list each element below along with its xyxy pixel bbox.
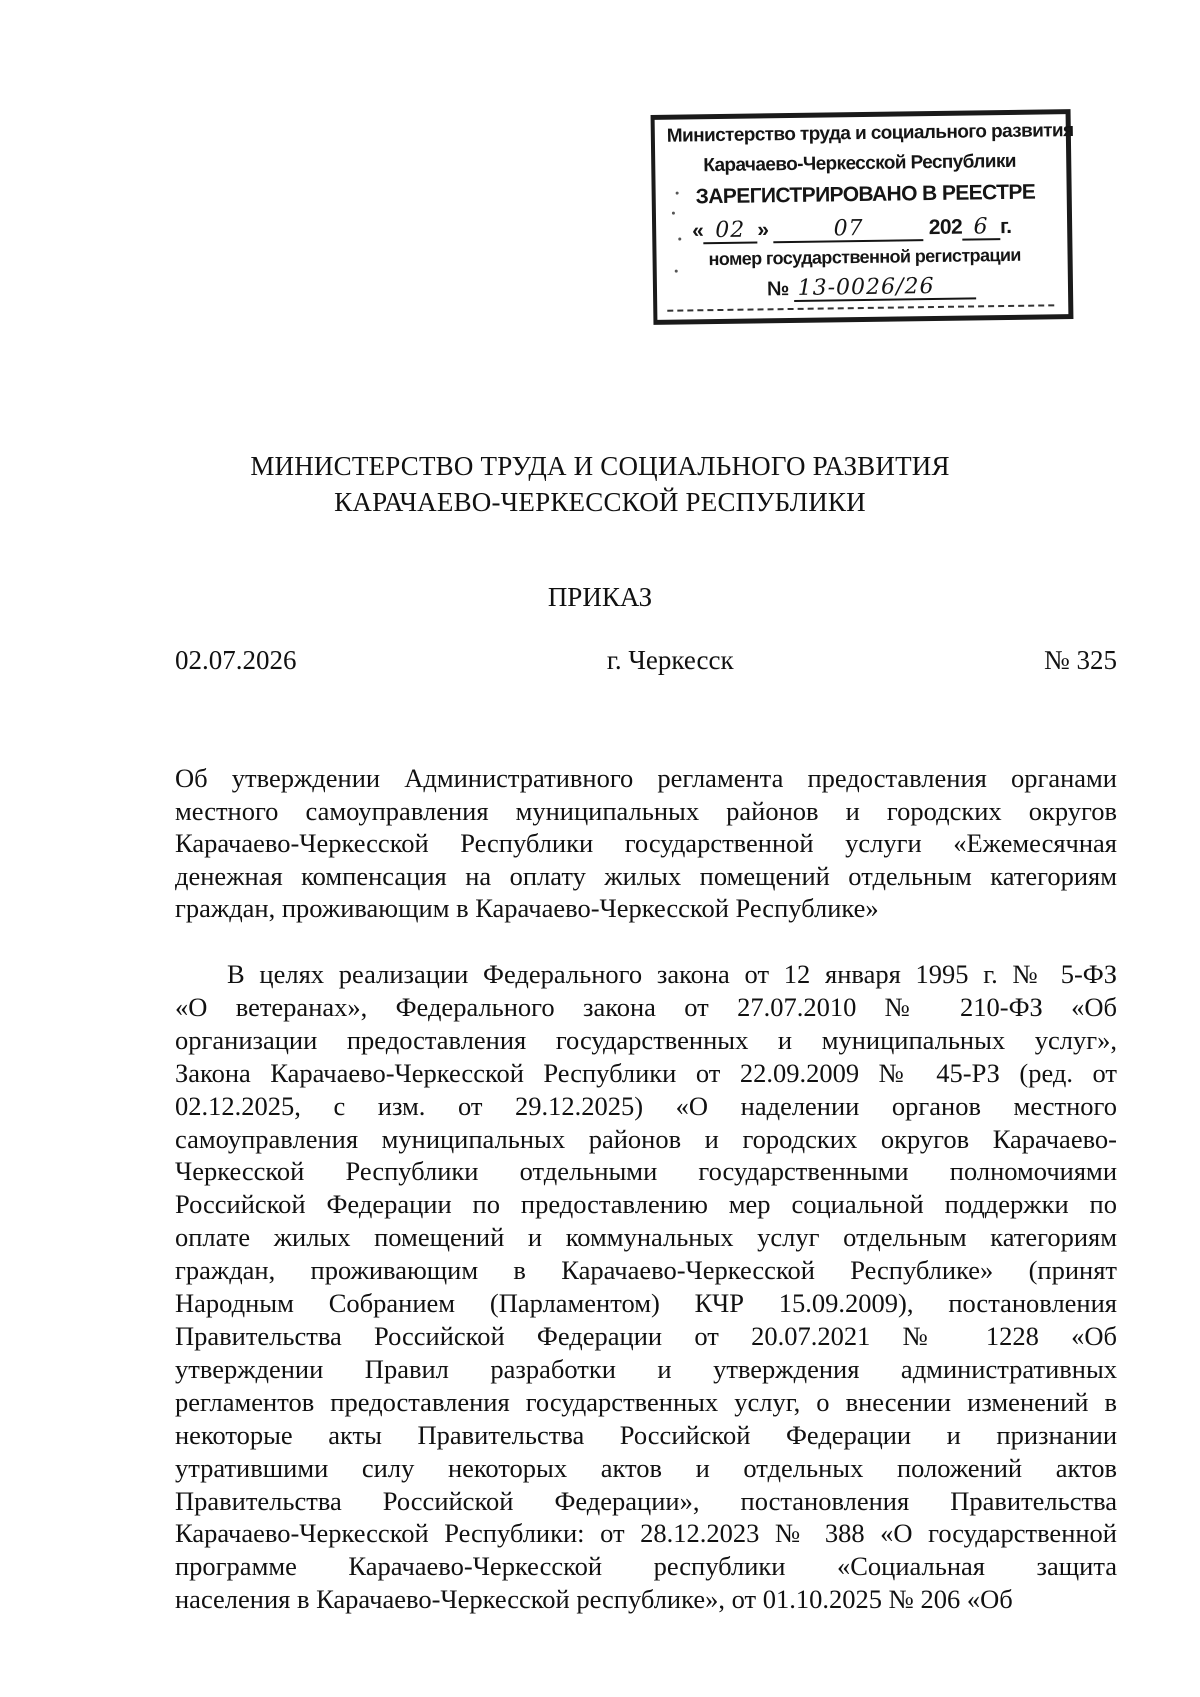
stamp-year-prefix: 202	[928, 215, 963, 240]
order-preamble	[175, 958, 1117, 1616]
registration-stamp	[651, 109, 1074, 325]
document-number: № 325	[1043, 645, 1117, 675]
document-type-title: ПРИКАЗ	[547, 582, 653, 612]
stamp-year-unit: г.	[999, 214, 1012, 239]
order-subject	[175, 762, 1117, 925]
preamble-line: регламентов предоставления государственных услуг, о внесении изменений в	[175, 1386, 1117, 1417]
stamp-republic-line: Карачаево-Черкесской Республики	[703, 150, 1017, 177]
preamble-line: самоуправления муниципальных районов и городских округов Карачаево-	[175, 1123, 1117, 1154]
stamp-speck	[678, 238, 681, 241]
preamble-line: Закона Карачаево-Черкесской Республики от 22.09.2009 № 45-РЗ (ред. от	[175, 1057, 1117, 1088]
stamp-quote-close: »	[757, 218, 769, 242]
stamp-handwritten-day: 02	[703, 219, 757, 244]
stamp-registered-line: ЗАРЕГИСТРИРОВАНО В РЕЕСТРЕ	[695, 180, 1036, 209]
stamp-speck	[676, 192, 679, 195]
preamble-line: некоторые акты Правительства Российской Федерации и признании	[175, 1419, 1117, 1450]
document-date: 02.07.2026	[175, 645, 297, 675]
preamble-line: Народным Собранием (Парламентом) КЧР 15.09.2009), постановления	[175, 1288, 1117, 1319]
document-meta-row	[175, 645, 1117, 676]
preamble-line: «О ветеранах», Федерального закона от 27.07.2010 № 210-ФЗ «Об	[175, 991, 1117, 1022]
subject-line: денежная компенсация на оплату жилых помещений отдельным категориям	[175, 860, 1117, 891]
ministry-heading-line2: КАРАЧАЕВО-ЧЕРКЕССКОЙ РЕСПУБЛИКИ	[334, 487, 866, 517]
stamp-number-line	[767, 275, 976, 302]
stamp-ministry-line: Министерство труда и социального развития	[666, 120, 1074, 147]
stamp-reg-number-caption: номер государственной регистрации	[708, 244, 1021, 270]
preamble-line: Российской Федерации по предоставлению мер социальной поддержки по	[175, 1189, 1117, 1220]
ministry-heading-line1: МИНИСТЕРСТВО ТРУДА И СОЦИАЛЬНОГО РАЗВИТИЯ	[250, 451, 950, 481]
preamble-line: Правительства Российской Федерации», постановления Правительства	[175, 1485, 1117, 1516]
subject-line: Об утверждении Административного регламента предоставления органами	[175, 763, 1117, 793]
ministry-heading	[0, 448, 1200, 520]
preamble-line: Черкесской Республики отдельными государственными полномочиями	[175, 1156, 1117, 1187]
stamp-speck	[675, 270, 678, 273]
subject-line: Карачаево-Черкесской Республики государственной услуги «Ежемесячная	[175, 828, 1117, 858]
preamble-line: утратившими силу некоторых актов и отдельных положений актов	[175, 1452, 1117, 1483]
preamble-line: программе Карачаево-Черкесской республики «Социальная защита	[175, 1551, 1117, 1582]
stamp-quote-open: «	[692, 219, 704, 243]
preamble-line: утверждении Правил разработки и утверждения административных	[175, 1353, 1117, 1384]
stamp-speck	[672, 212, 675, 215]
document-city: г. Черкесск	[606, 645, 734, 675]
preamble-line: Правительства Российской Федерации от 20.07.2021 № 1228 «Об	[175, 1320, 1117, 1351]
preamble-line: населения в Карачаево-Черкесской республике», от 01.10.2025 № 206 «Об	[175, 1584, 1013, 1615]
subject-line: граждан, проживающим в Карачаево-Черкесской Республике»	[175, 893, 879, 923]
stamp-handwritten-number: 13-0026/26	[794, 275, 976, 302]
stamp-handwritten-year: 6	[962, 216, 1000, 241]
preamble-line: организации предоставления государственных и муниципальных услуг»,	[175, 1024, 1117, 1055]
stamp-date-line	[692, 215, 1012, 244]
preamble-line: В целях реализации Федерального закона от 12 января 1995 г. № 5-ФЗ	[227, 959, 1117, 989]
preamble-line: оплате жилых помещений и коммунальных услуг отдельным категориям	[175, 1222, 1117, 1253]
stamp-bottom-rule	[667, 304, 1054, 311]
subject-line: местного самоуправления муниципальных районов и городских округов	[175, 795, 1117, 826]
preamble-line: граждан, проживающим в Карачаево-Черкесской Республике» (принят	[175, 1255, 1117, 1286]
stamp-handwritten-month: 07	[773, 217, 923, 243]
preamble-line: Карачаево-Черкесской Республики: от 28.12.2023 № 388 «О государственной	[175, 1518, 1117, 1549]
stamp-number-label: №	[766, 278, 789, 301]
preamble-line: 02.12.2025, с изм. от 29.12.2025) «О наделении органов местного	[175, 1090, 1117, 1121]
